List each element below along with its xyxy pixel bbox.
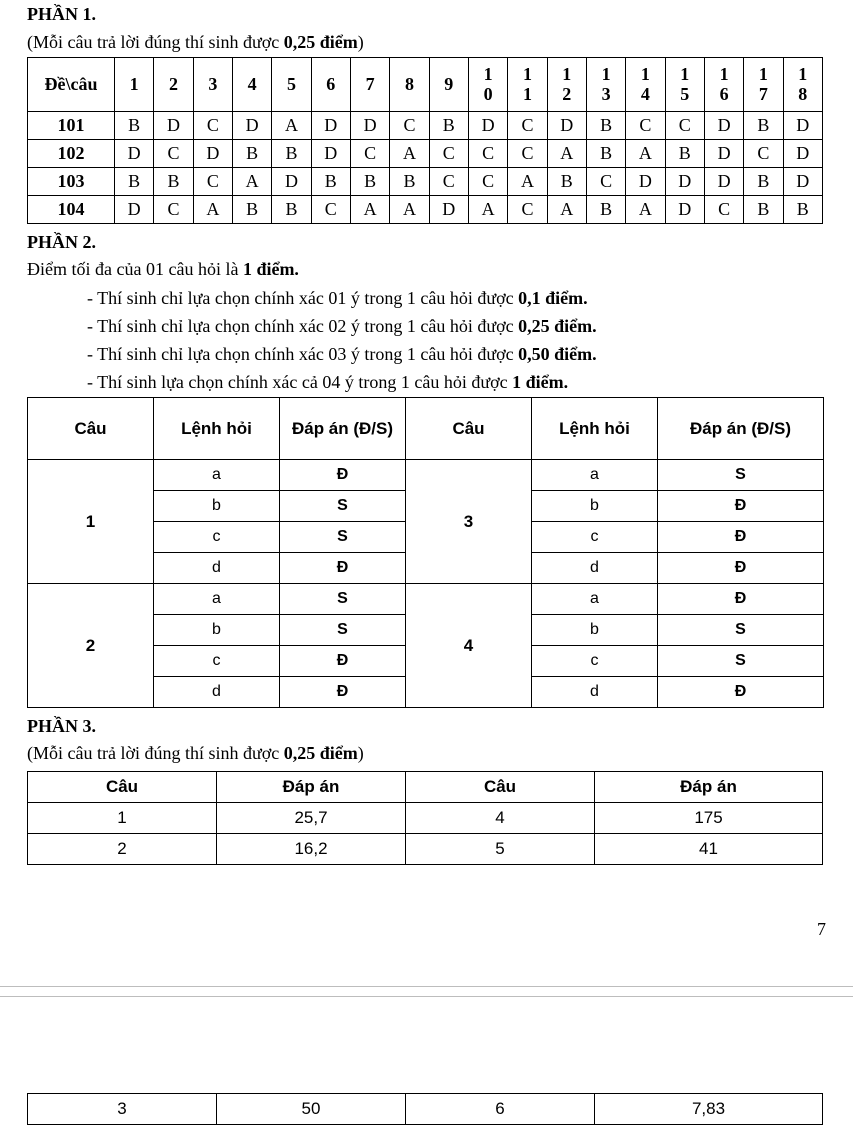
answer-cell: C	[154, 140, 193, 168]
statement-label: d	[154, 677, 280, 708]
true-false-answer: Đ	[280, 460, 406, 491]
true-false-answer: S	[280, 491, 406, 522]
answer-cell: B	[744, 112, 783, 140]
column-header	[665, 58, 704, 112]
answer-cell: D	[115, 140, 154, 168]
header-cau-2: Câu	[406, 398, 532, 460]
true-false-answer: S	[658, 615, 824, 646]
answer-cell: D	[468, 112, 507, 140]
true-false-answer: Đ	[280, 553, 406, 584]
column-header-label: 1 6	[719, 64, 729, 104]
answer-cell: B	[547, 168, 586, 196]
header-lenh-hoi: Lệnh hỏi	[154, 398, 280, 460]
answer-cell: C	[665, 112, 704, 140]
scoring-rule	[87, 314, 597, 342]
true-false-answer: S	[280, 522, 406, 553]
true-false-answer: Đ	[658, 522, 824, 553]
table-cell: 5	[406, 834, 595, 865]
table-row	[28, 1094, 823, 1125]
table-cell: 3	[28, 1094, 217, 1125]
column-header: 9	[429, 58, 468, 112]
column-header: Đáp án	[595, 772, 823, 803]
exam-code: 103	[28, 168, 115, 196]
question-number: 3	[406, 460, 532, 584]
header-dap-an-2: Đáp án (Đ/S)	[658, 398, 824, 460]
true-false-answer: Đ	[658, 584, 824, 615]
answer-cell: C	[390, 112, 429, 140]
answer-cell: C	[626, 112, 665, 140]
answer-cell: D	[115, 196, 154, 224]
answer-cell: B	[665, 140, 704, 168]
answer-cell: D	[783, 140, 822, 168]
answer-cell: A	[350, 196, 389, 224]
column-header	[468, 58, 507, 112]
part1-note: (Mỗi câu trả lời đúng thí sinh được 0,25 điểm)	[27, 32, 364, 52]
column-header	[508, 58, 547, 112]
statement-label: a	[154, 584, 280, 615]
column-header-label: 1 1	[522, 64, 532, 104]
true-false-answer: S	[658, 460, 824, 491]
column-header-label: 1 3	[601, 64, 611, 104]
true-false-answer: Đ	[280, 677, 406, 708]
answer-cell: D	[154, 112, 193, 140]
part2-rules	[87, 286, 597, 398]
part1-heading: PHẦN 1.	[27, 4, 96, 24]
statement-label: d	[532, 553, 658, 584]
table-cell: 4	[406, 803, 595, 834]
answer-cell: C	[193, 168, 232, 196]
statement-label: a	[532, 460, 658, 491]
question-number: 2	[28, 584, 154, 708]
part3-answer-table	[27, 771, 823, 865]
answer-cell: B	[272, 196, 311, 224]
statement-label: c	[154, 522, 280, 553]
statement-label: b	[532, 491, 658, 522]
answer-cell: C	[468, 140, 507, 168]
answer-cell: B	[783, 196, 822, 224]
answer-cell: D	[665, 196, 704, 224]
statement-label: d	[532, 677, 658, 708]
answer-cell: D	[311, 112, 350, 140]
column-header: Câu	[28, 772, 217, 803]
answer-cell: C	[311, 196, 350, 224]
answer-cell: B	[232, 140, 271, 168]
table-row	[28, 196, 823, 224]
column-header	[626, 58, 665, 112]
answer-cell: C	[468, 168, 507, 196]
answer-cell: D	[429, 196, 468, 224]
header-cau: Câu	[28, 398, 154, 460]
answer-cell: B	[429, 112, 468, 140]
table-cell: 16,2	[217, 834, 406, 865]
column-header: 3	[193, 58, 232, 112]
column-header: 8	[390, 58, 429, 112]
header-dap-an: Đáp án (Đ/S)	[280, 398, 406, 460]
header-lenh-hoi-2: Lệnh hỏi	[532, 398, 658, 460]
statement-label: b	[154, 491, 280, 522]
answer-cell: B	[154, 168, 193, 196]
answer-cell: A	[193, 196, 232, 224]
answer-cell: D	[272, 168, 311, 196]
answer-cell: B	[586, 196, 625, 224]
scoring-rule-text: - Thí sinh chỉ lựa chọn chính xác 02 ý trong 1 câu hỏi được	[87, 316, 519, 336]
answer-cell: C	[508, 140, 547, 168]
question-number: 4	[406, 584, 532, 708]
column-header	[783, 58, 822, 112]
answer-cell: B	[115, 112, 154, 140]
answer-cell: B	[586, 140, 625, 168]
table-row	[28, 460, 824, 491]
scoring-rule	[87, 342, 597, 370]
table-cell: 25,7	[217, 803, 406, 834]
column-header-label: 1 4	[640, 64, 650, 104]
answer-cell: B	[744, 196, 783, 224]
answer-cell: B	[311, 168, 350, 196]
true-false-answer: Đ	[658, 677, 824, 708]
answer-cell: B	[232, 196, 271, 224]
answer-cell: C	[704, 196, 743, 224]
answer-cell: C	[744, 140, 783, 168]
answer-cell: A	[508, 168, 547, 196]
page-divider	[0, 996, 853, 997]
scoring-rule-points: 0,1 điểm.	[518, 288, 588, 308]
answer-cell: A	[390, 140, 429, 168]
column-header: 2	[154, 58, 193, 112]
answer-cell: A	[626, 196, 665, 224]
table-cell: 6	[406, 1094, 595, 1125]
table-row	[28, 584, 824, 615]
true-false-answer: S	[280, 615, 406, 646]
table-row	[28, 168, 823, 196]
table-row	[28, 803, 823, 834]
scoring-rule-text: - Thí sinh chỉ lựa chọn chính xác 03 ý trong 1 câu hỏi được	[87, 344, 519, 364]
statement-label: b	[154, 615, 280, 646]
table-cell: 2	[28, 834, 217, 865]
exam-code: 101	[28, 112, 115, 140]
scoring-rule	[87, 286, 597, 314]
column-header-label: 1 0	[483, 64, 493, 104]
answer-cell: B	[744, 168, 783, 196]
answer-cell: C	[350, 140, 389, 168]
answer-cell: D	[350, 112, 389, 140]
column-header: 7	[350, 58, 389, 112]
answer-cell: C	[154, 196, 193, 224]
answer-cell: A	[232, 168, 271, 196]
answer-cell: D	[626, 168, 665, 196]
statement-label: c	[532, 646, 658, 677]
column-header	[704, 58, 743, 112]
table-cell: 175	[595, 803, 823, 834]
statement-label: c	[154, 646, 280, 677]
true-false-answer: S	[658, 646, 824, 677]
answer-cell: C	[586, 168, 625, 196]
scoring-rule	[87, 370, 597, 398]
answer-cell: D	[665, 168, 704, 196]
answer-cell: D	[193, 140, 232, 168]
answer-cell: D	[704, 168, 743, 196]
part3-note: (Mỗi câu trả lời đúng thí sinh được 0,25 điểm)	[27, 743, 364, 763]
table-row	[28, 112, 823, 140]
answer-cell: B	[350, 168, 389, 196]
answer-cell: A	[626, 140, 665, 168]
answer-cell: C	[508, 196, 547, 224]
table-header-row	[28, 772, 823, 803]
table-cell: 50	[217, 1094, 406, 1125]
answer-cell: C	[429, 168, 468, 196]
answer-cell: D	[311, 140, 350, 168]
answer-cell: B	[272, 140, 311, 168]
true-false-answer: S	[280, 584, 406, 615]
table-row	[28, 834, 823, 865]
table-cell: 41	[595, 834, 823, 865]
answer-cell: B	[390, 168, 429, 196]
answer-cell: A	[468, 196, 507, 224]
column-header-label: 1 2	[562, 64, 572, 104]
column-header-label: 1 8	[798, 64, 808, 104]
part3-heading: PHẦN 3.	[27, 716, 96, 736]
scoring-rule-text: - Thí sinh chỉ lựa chọn chính xác 01 ý trong 1 câu hỏi được	[87, 288, 519, 308]
answer-cell: A	[547, 196, 586, 224]
exam-code: 102	[28, 140, 115, 168]
scoring-rule-points: 0,25 điểm.	[518, 316, 597, 336]
scoring-rule-points: 0,50 điểm.	[518, 344, 597, 364]
answer-cell: A	[390, 196, 429, 224]
answer-cell: A	[547, 140, 586, 168]
part3-continued-table	[27, 1093, 823, 1125]
answer-cell: C	[508, 112, 547, 140]
answer-cell: D	[704, 112, 743, 140]
table-cell: 7,83	[595, 1094, 823, 1125]
column-header: Câu	[406, 772, 595, 803]
column-header-label: 1 5	[680, 64, 690, 104]
column-header: 6	[311, 58, 350, 112]
answer-cell: C	[193, 112, 232, 140]
column-header: Đáp án	[217, 772, 406, 803]
table-header-row	[28, 58, 823, 112]
column-header: 1	[115, 58, 154, 112]
table-cell: 1	[28, 803, 217, 834]
answer-cell: B	[586, 112, 625, 140]
part2-heading: PHẦN 2.	[27, 232, 96, 252]
scoring-rule-points: 1 điểm.	[512, 372, 569, 392]
answer-cell: D	[547, 112, 586, 140]
statement-label: c	[532, 522, 658, 553]
answer-cell: D	[232, 112, 271, 140]
scoring-rule-text: - Thí sinh lựa chọn chính xác cả 04 ý trong 1 câu hỏi được	[87, 372, 513, 392]
part2-answer-table	[27, 397, 824, 708]
question-number: 1	[28, 460, 154, 584]
column-header	[744, 58, 783, 112]
statement-label: a	[154, 460, 280, 491]
true-false-answer: Đ	[658, 491, 824, 522]
column-header: 4	[232, 58, 271, 112]
exam-code: 104	[28, 196, 115, 224]
part2-max-score: Điểm tối đa của 01 câu hỏi là 1 điểm.	[27, 259, 299, 279]
page-number: 7	[817, 919, 826, 939]
answer-cell: D	[783, 168, 822, 196]
part1-answer-table	[27, 57, 823, 224]
header-de-cau: Đề\câu	[28, 58, 115, 112]
page-divider	[0, 986, 853, 987]
table-row	[28, 140, 823, 168]
answer-cell: B	[115, 168, 154, 196]
statement-label: b	[532, 615, 658, 646]
answer-cell: A	[272, 112, 311, 140]
answer-cell: D	[704, 140, 743, 168]
statement-label: d	[154, 553, 280, 584]
answer-cell: C	[429, 140, 468, 168]
column-header	[586, 58, 625, 112]
true-false-answer: Đ	[658, 553, 824, 584]
column-header: 5	[272, 58, 311, 112]
statement-label: a	[532, 584, 658, 615]
column-header	[547, 58, 586, 112]
answer-cell: D	[783, 112, 822, 140]
true-false-answer: Đ	[280, 646, 406, 677]
column-header-label: 1 7	[758, 64, 768, 104]
